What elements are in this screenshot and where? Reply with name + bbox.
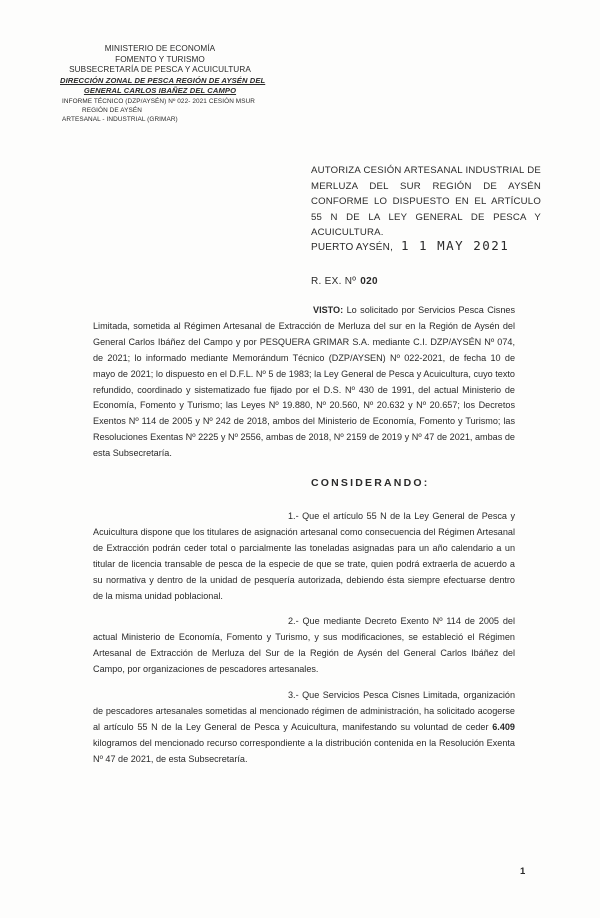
kilogram-amount: 6.409 bbox=[492, 721, 515, 732]
visto-label: VISTO: bbox=[313, 305, 344, 315]
visto-text: Lo solicitado por Servicios Pesca Cisnes Limitada, sometida al Régimen Artesanal de Extracción de Merluza del sur en la Región de Aysén del General Carlos Ibáñez del Campo y por PESQUERA GRIMAR S.A. mediante C.I. DZP/AYSÉN Nº 074, de 2021; lo informado mediante Memorándum Técnico (DZP/AYSEN) Nº 022-2021, de fecha 10 de mayo de 2021; lo dispuesto en el D.F.L. Nº 5 de 1983; la Ley General de Pesca y Acuicultura, cuyo texto refundido, coordinado y sistematizado fue fijado por el D.S. Nº 430 de 1991, del actual Ministerio de Economía, Fomento y Turismo; las Leyes Nº 19.880, Nº 20.560, Nº 20.632 y Nº 20.657; los Decretos Exentos Nº 114 de 2005 y Nº 242 de 2018, ambos del Ministerio de Economía, Fomento y Turismo; las Resoluciones Exentas Nº 2225 y Nº 2556, ambas de 2018, Nº 2159 de 2019 y Nº 47 de 2021, ambas de esta Subsecretaría. bbox=[93, 305, 515, 459]
report-reference: INFORME TÉCNICO (DZP/AYSÉN) Nº 022- 2021 CESIÓN MSUR bbox=[62, 97, 256, 105]
visto-paragraph bbox=[93, 303, 515, 462]
considerando-3-text-b: kilogramos del mencionado recurso correspondiente a la distribución contenida en la Resolución Exenta Nº 47 de 2021, de esta Subsecretaría. bbox=[93, 737, 515, 764]
zonal-office-region: GENERAL CARLOS IBAÑEZ DEL CAMPO bbox=[83, 86, 237, 96]
considerando-3 bbox=[93, 688, 515, 768]
letterhead bbox=[60, 44, 266, 124]
considerando-1-text: y Acuicultura dispone que los titulares de asignación artesanal como consecuencia del Régimen Artesanal de Extracción podrán ceder total o parcialmente las toneladas asignadas para un año calendario a un titular de licencia transable de pesca de la especie de que se trate, quien podrá extraerla de acuerdo a su normativa y dentro de la unidad de pesquería autorizada, debiendo ésta siempre efectuarse dentro de la misma unidad poblacional. bbox=[93, 511, 515, 601]
resolution-subject: AUTORIZA CESIÓN ARTESANAL INDUSTRIAL DE MERLUZA DEL SUR REGIÓN DE AYSÉN CONFORME LO DISPUESTO EN EL ARTÍCULO 55 N DE LA LEY GENERAL DE PESCA Y ACUICULTURA. bbox=[311, 165, 541, 238]
considerando-3-text-a: organización de pescadores artesanales sometidas al mencionado régimen de administración, ha solicitado acogerse al artículo 55 N de la Ley General de Pesca y Acuicultura, manifestando su voluntad de ceder bbox=[93, 690, 516, 732]
considerando-heading: CONSIDERANDO: bbox=[311, 477, 430, 489]
page-number: 1 bbox=[520, 866, 526, 877]
place-name: PUERTO AYSÉN, bbox=[311, 242, 394, 253]
date-stamp: 1 1 MAY 2021 bbox=[401, 238, 510, 253]
considerando-3-lead: 3.- Que Servicios Pesca Cisnes Limitada, bbox=[288, 690, 460, 700]
place-date-line bbox=[311, 238, 510, 253]
ministry-name: MINISTERIO DE ECONOMÍA bbox=[104, 44, 216, 53]
resolution-label: R. EX. Nº bbox=[311, 276, 357, 287]
report-region: REGIÓN DE AYSÉN bbox=[82, 106, 142, 114]
considerando-2-text: del actual Ministerio de Economía, Fomento y Turismo, y sus modificaciones, se estableció el Régimen Artesanal de Extracción de Merluza del Sur de la Región de Aysén del General Carlos Ibáñez del Campo, por organizaciones de pescadores artesanales. bbox=[93, 616, 516, 674]
considerando-1 bbox=[93, 509, 515, 604]
ministry-subtitle: FOMENTO Y TURISMO bbox=[115, 54, 205, 64]
report-type: ARTESANAL - INDUSTRIAL (GRIMAR) bbox=[62, 115, 178, 123]
subsecretariat-name: SUBSECRETARÍA DE PESCA Y ACUICULTURA bbox=[69, 65, 251, 75]
resolution-number-line bbox=[311, 276, 378, 287]
resolution-number: 020 bbox=[360, 276, 378, 287]
considerando-2-lead: 2.- Que mediante Decreto Exento Nº 114 de 2005 bbox=[288, 616, 499, 626]
considerando-1-lead: 1.- Que el artículo 55 N de la Ley General de Pesca bbox=[288, 511, 507, 521]
zonal-office-name: DIRECCIÓN ZONAL DE PESCA REGIÓN DE AYSÉN DEL bbox=[60, 75, 266, 85]
considerando-2 bbox=[93, 614, 515, 678]
